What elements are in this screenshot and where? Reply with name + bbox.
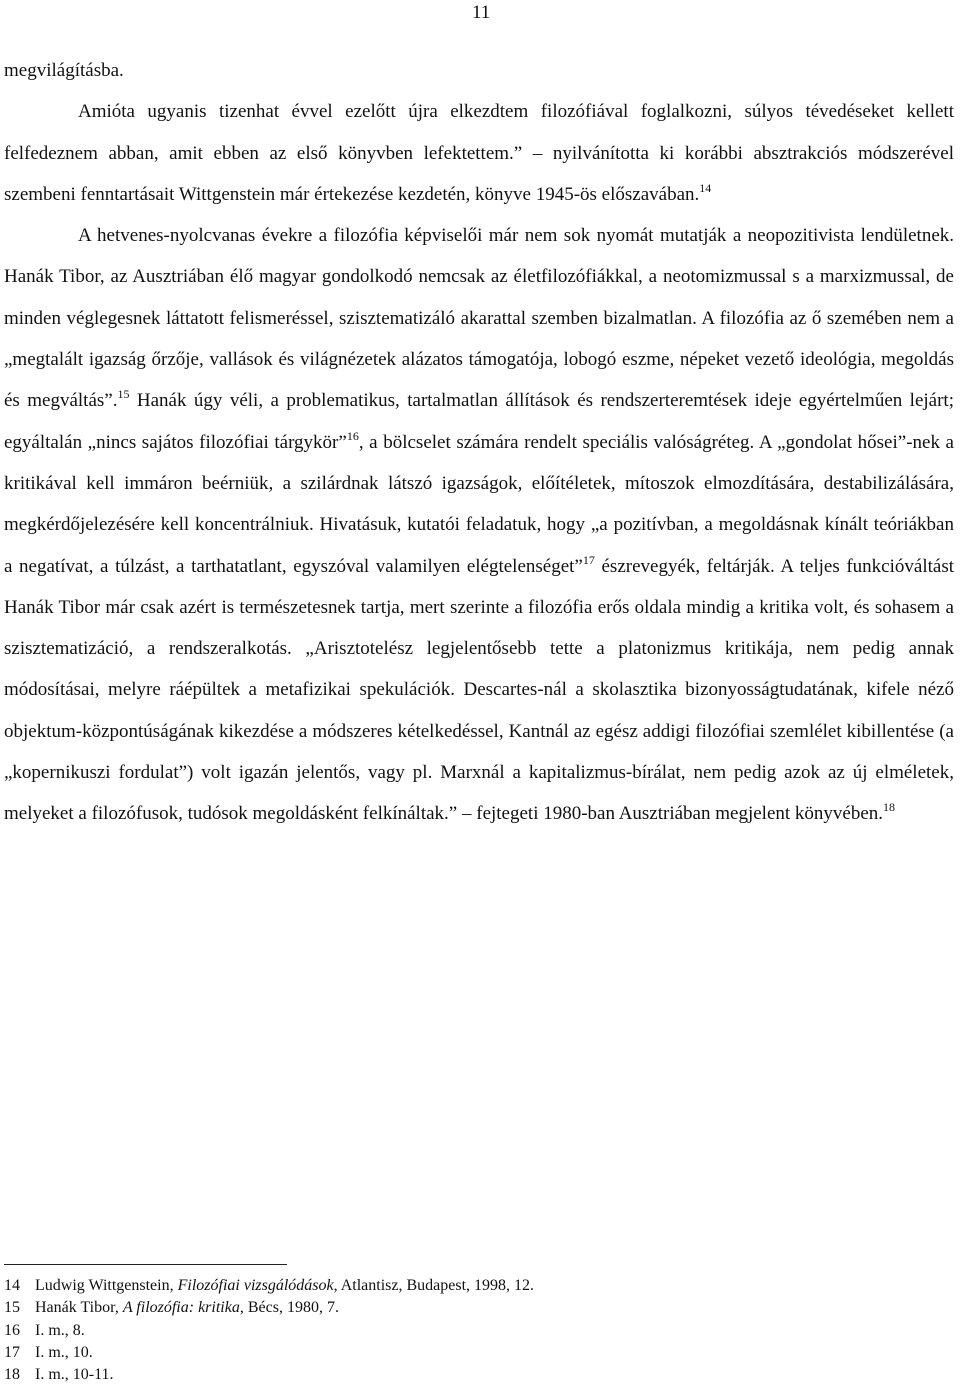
text-run: megvilágításba. — [4, 60, 124, 81]
footnote-text: Ludwig Wittgenstein, — [35, 1277, 178, 1294]
footnote-number: 14 — [4, 1277, 20, 1294]
footnote-text: I. m., 10-11. — [35, 1366, 114, 1384]
footnote-number: 18 — [4, 1366, 20, 1384]
footnote-text: Filozófiai vizsgálódások — [177, 1277, 334, 1294]
footnote-ref: 14 — [699, 180, 712, 195]
footnote-text: I. m., 8. — [35, 1321, 85, 1339]
paragraph — [4, 215, 954, 834]
footnote — [4, 1364, 954, 1386]
footnote-text: , Bécs, 1980, 7. — [239, 1299, 339, 1317]
footnote-text: A filozófia: kritika — [122, 1299, 240, 1317]
text-run: Amióta ugyanis tizenhat évvel ezelőtt újra elkezdtem filozófiával foglalkozni, súlyos tévedéseket kellett felfedeznem abban, amit ebben az első könyvben lefektettem.” – nyilvánította ki korábbi absztrakciós módszerével szembeni fenntartásait Wittgenstein már értekezése kezdetén, könyve 1945-ös előszavában. — [4, 101, 954, 205]
footnotes — [4, 1275, 954, 1386]
text-run: , a bölcselet számára rendelt speciális valóságréteg. A „gondolat hősei”-nek a kritikával kell immáron beérniük, a szilárdnak látszó igazságok, előítéletek, mítoszok elmozdítására, destabilizálására, megkérdőjelezésére kell koncentrálniuk. Hivatásuk, kutatói feladatuk, hogy „a pozitívban, a megoldásnak kínált teóriákban a negatívat, a túlzást, a tarthatatlant, egyszóval valamilyen elégtelenséget” — [4, 431, 954, 577]
text-run: A hetvenes-nyolcvanas évekre a filozófia képviselői már nem sok nyomát mutatják a neopozitivista lendületnek. Hanák Tibor, az Ausztriában élő magyar gondolkodó nemcsak az életfilozófiákkal, a neotomizmussal s a marxizmussal, de minden véglegesnek láttatott felismeréssel, szisztematizáló akarattal szemben bizalmatlan. A filozófia az ő szemében nem a „megtalált igazság őrzője, vallások és világnézetek alázatos támogatója, lobogó eszme, népeket vezető ideológia, megoldás és megváltás”. — [4, 225, 954, 412]
footnote-ref: 18 — [883, 800, 896, 815]
paragraph — [4, 91, 954, 215]
footnote — [4, 1342, 954, 1364]
footnote — [4, 1320, 954, 1342]
footnote-text: I. m., 10. — [35, 1343, 93, 1361]
footnote-number: 16 — [4, 1321, 20, 1339]
footnote-text: Hanák Tibor, — [35, 1299, 123, 1317]
page-number: 11 — [472, 2, 491, 23]
paragraph — [4, 50, 954, 91]
footnote-separator — [4, 1264, 287, 1265]
footnote — [4, 1275, 954, 1297]
footnote-number: 15 — [4, 1299, 20, 1317]
text-run: Hanák úgy véli, a problematikus, tartalmatlan állítások és rendszerteremtések ideje egyértelműen lejárt; egyáltalán „nincs sajátos filozófiai tárgykör” — [4, 390, 954, 453]
body-text — [4, 50, 954, 835]
text-run: észrevegyék, feltárják. A teljes funkcióváltást Hanák Tibor már csak azért is természetesnek tartja, mert szerinte a filozófia erős oldala mindig a kritika volt, és sohasem a szisztematizáció, a rendszeralkotás. „Arisztotelész legjelentősebb tette a platonizmus kritikája, nem pedig annak módosításai, melyre ráépültek a metafizikai spekulációk. Descartes-nál a skolasztika bizonyosságtudatának, kifele néző objektum-központúságának kikezdése a módszeres kételkedéssel, Kantnál az egész addigi filozófiai szemlélet kibillentése (a „kopernikuszi fordulat”) volt igazán jelentős, vagy pl. Marxnál a kapitalizmus-bírálat, nem pedig azok az új elméletek, melyeket a filozófusok, tudósok megoldásként felkínáltak.” – fejtegeti 1980-ban Ausztriában megjelent könyvében. — [4, 555, 954, 825]
footnote-ref: 16 — [346, 428, 359, 443]
footnote-ref: 15 — [117, 387, 130, 402]
footnote-text: , Atlantisz, Budapest, 1998, 12. — [333, 1277, 535, 1294]
footnote-ref: 17 — [582, 552, 595, 567]
footnote — [4, 1297, 954, 1319]
footnote-number: 17 — [4, 1343, 20, 1361]
